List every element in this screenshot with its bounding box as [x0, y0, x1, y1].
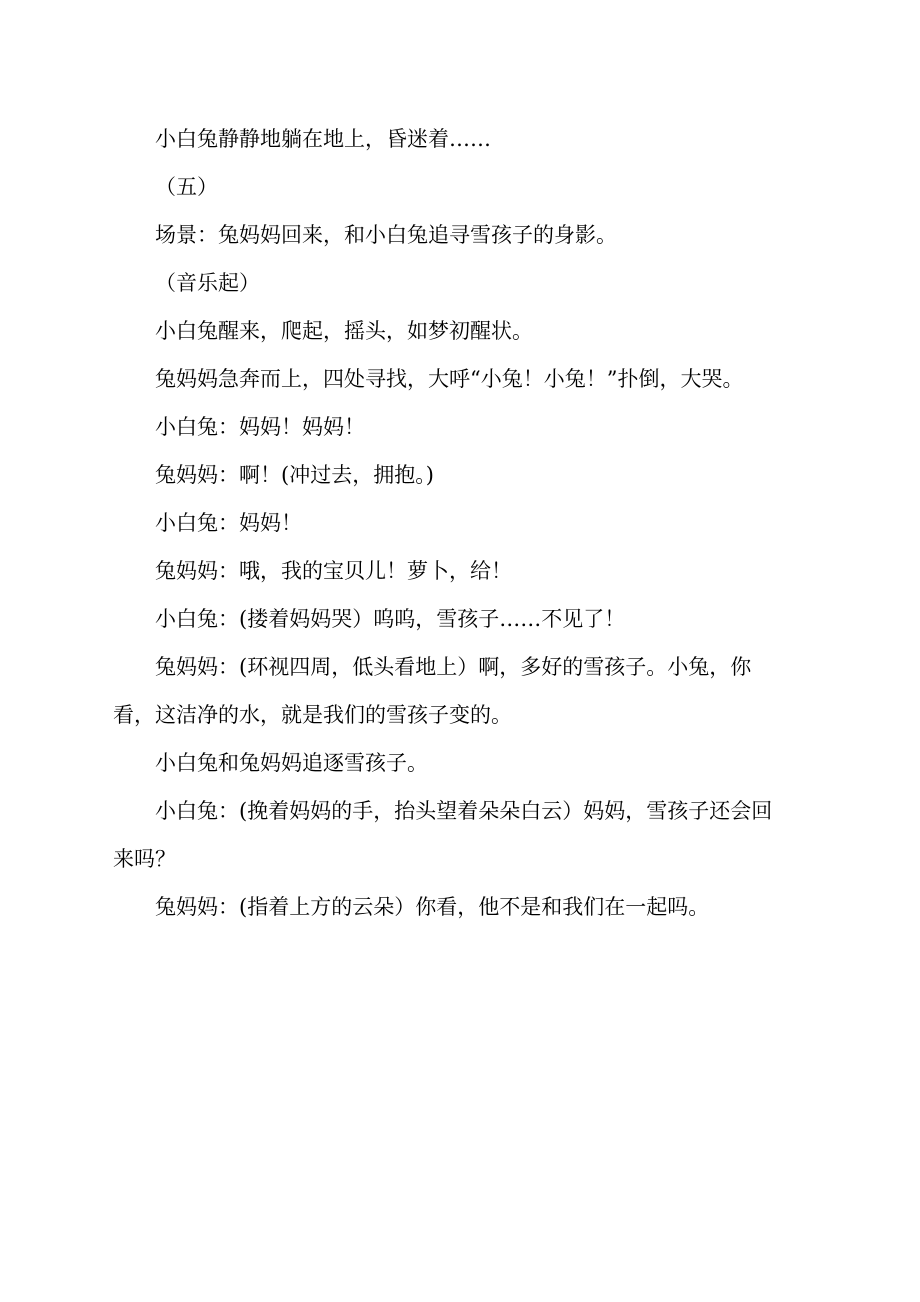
paragraph-rabbit-unconscious: 小白兔静静地躺在地上，昏迷着……	[155, 127, 491, 151]
paragraph-mother-rushes: 兔妈妈急奔而上，四处寻找，大呼“小兔！小兔！”扑倒，大哭。	[155, 367, 744, 391]
paragraph-scene: 场景：兔妈妈回来，和小白兔追寻雪孩子的身影。	[155, 223, 617, 247]
paragraph-chase: 小白兔和兔妈妈追逐雪孩子。	[155, 751, 428, 775]
dialogue-line: 兔妈妈：哦，我的宝贝儿！萝卜，给！	[155, 559, 512, 583]
section-heading-five: （五）	[155, 175, 218, 199]
dialogue-line: 兔妈妈：啊！(冲过去，拥抱。)	[155, 463, 434, 487]
dialogue-line: 小白兔：(搂着妈妈哭）呜呜，雪孩子……不见了！	[155, 607, 626, 631]
dialogue-line: 小白兔：妈妈！	[155, 511, 302, 535]
dialogue-line: 小白兔：妈妈！妈妈！	[155, 415, 365, 439]
dialogue-line: 小白兔：(挽着妈妈的手，抬头望着朵朵白云）妈妈，雪孩子还会回来吗？	[113, 799, 773, 871]
document-body	[113, 115, 793, 931]
dialogue-line: 兔妈妈：(环视四周，低头看地上）啊，多好的雪孩子。小兔，你看，这洁净的水，就是我们的雪孩子变的。	[113, 655, 752, 727]
stage-direction-music: （音乐起）	[155, 271, 260, 295]
dialogue-line: 兔妈妈：(指着上方的云朵）你看，他不是和我们在一起吗。	[155, 895, 710, 919]
paragraph-rabbit-wakes: 小白兔醒来，爬起，摇头，如梦初醒状。	[155, 319, 533, 343]
